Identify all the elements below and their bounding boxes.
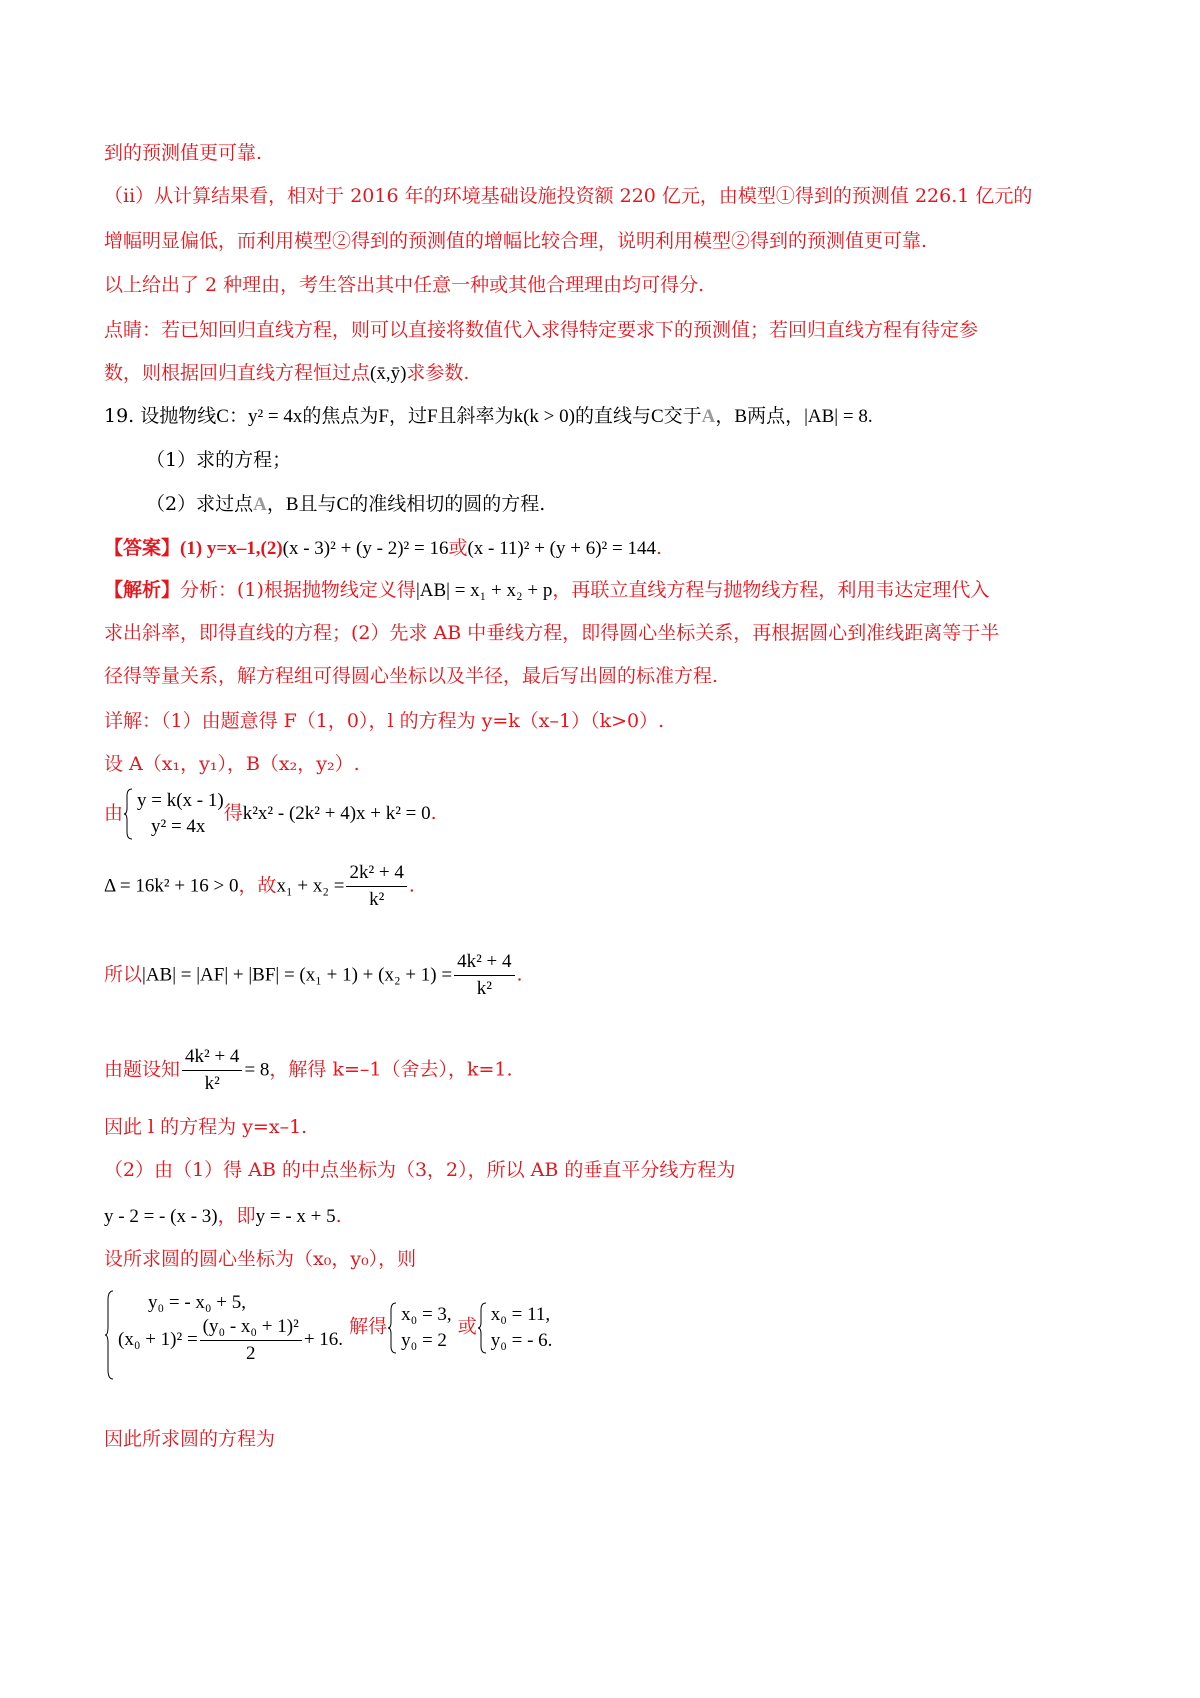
text-line: 点睛：若已知回归直线方程，则可以直接将数值代入求得特定要求下的预测值；若回归直线方程有待定参 — [104, 319, 979, 341]
fraction — [346, 862, 406, 911]
math-expression: F — [426, 406, 438, 427]
math-expression: x₁ + x₂ = — [276, 875, 345, 897]
fraction-numerator: (y₀ - x₀ + 1)² — [200, 1316, 302, 1341]
equation-row: y = k(x - 1) — [137, 790, 224, 811]
math-expression: B — [285, 494, 299, 515]
detail-line — [104, 1290, 1110, 1365]
text-segment: . — [335, 1205, 342, 1227]
math-expression: B — [734, 406, 748, 427]
text-segment: （2）求过点 — [146, 493, 254, 515]
math-expression: (x₀ + 1)² = — [118, 1328, 198, 1350]
text-segment: 由题设知 — [104, 1058, 181, 1081]
math-expression: (x - 3)² + (y - 2)² = 16 — [282, 538, 449, 559]
math-expression: C — [650, 406, 664, 427]
math-expression: = 8 — [244, 1059, 270, 1081]
equation-row: x₀ = 3, — [401, 1303, 452, 1325]
text-segment: . — [408, 874, 415, 897]
text-segment: ，解得 k=–1（舍去），k=1. — [269, 1058, 513, 1081]
math-expression: A — [253, 494, 267, 515]
math-expression: |AB| = 8. — [804, 406, 873, 427]
detail-line: 因此 l 的方程为 y=x–1. — [104, 1116, 308, 1138]
text-segment: 解得 — [349, 1315, 388, 1338]
solution-system — [387, 1302, 452, 1354]
text-segment: 或 — [448, 537, 468, 559]
text-segment: ，过 — [388, 405, 427, 427]
math-expression: (1) y=x–1,(2) — [180, 538, 283, 559]
math-expression: y = - x + 5 — [255, 1206, 336, 1227]
text-segment: 的直线与 — [574, 405, 651, 427]
detail-line: 设所求圆的圆心坐标为（x₀，y₀），则 — [104, 1248, 417, 1270]
fraction-denominator: k² — [204, 1073, 220, 1094]
text-segment: 求参数. — [406, 362, 470, 384]
brace-icon — [123, 788, 133, 840]
math-expression: C — [336, 494, 350, 515]
brace-icon — [477, 1302, 487, 1354]
detail-line — [104, 788, 1110, 840]
equation-row: y² = 4x — [151, 816, 206, 837]
question-number: 19. 设抛物线 — [104, 405, 217, 427]
solution-system — [477, 1302, 553, 1354]
fraction — [200, 1316, 302, 1365]
text-line: 径得等量关系，解方程组可得圆心坐标以及半径，最后写出圆的标准方程. — [104, 665, 719, 687]
fraction-denominator: k² — [476, 978, 492, 999]
math-expression: |AB| = |AF| + |BF| = (x₁ + 1) + (x₂ + 1) = — [142, 964, 453, 986]
detail-line — [104, 951, 1110, 1000]
math-expression: (x̄,ȳ) — [370, 363, 407, 384]
detail-line: （2）由（1）得 AB 的中点坐标为（3，2），所以 AB 的垂直平分线方程为 — [104, 1159, 736, 1181]
fraction-denominator: k² — [369, 889, 385, 910]
brace-icon — [387, 1302, 397, 1354]
equation-system — [123, 788, 224, 840]
text-segment: 由 — [104, 802, 124, 824]
text-segment: 数，则根据回归直线方程恒过点 — [104, 362, 371, 384]
detail-line: 因此所求圆的方程为 — [104, 1428, 276, 1450]
math-expression: k(k > 0) — [513, 406, 575, 427]
text-segment: 的焦点为 — [302, 405, 379, 427]
equation-row: x₀ = 11, — [490, 1303, 551, 1325]
answer-line — [104, 534, 1110, 563]
text-segment: . — [516, 963, 523, 986]
text-line: 求出斜率，即得直线的方程；(2）先求 AB 中垂线方程，即得圆心坐标关系，再根据圆心到准线距离等于半 — [104, 622, 1000, 644]
fraction-denominator: 2 — [245, 1343, 256, 1364]
fraction-numerator: 4k² + 4 — [454, 951, 514, 976]
fraction-numerator: 2k² + 4 — [346, 862, 406, 887]
text-segment: 的准线相切的圆的方程. — [349, 493, 546, 515]
math-expression: |AB| = x₁ + x₂ + p — [415, 580, 553, 601]
equation-system — [104, 1290, 343, 1365]
text-segment: 所以 — [104, 963, 143, 986]
math-expression: C：y² = 4x — [216, 406, 303, 427]
text-segment: 且与 — [298, 493, 337, 515]
detail-line: 设 A（x₁，y₁），B（x₂，y₂）. — [104, 753, 360, 775]
math-expression: A — [701, 406, 716, 427]
text-line: 到的预测值更可靠. — [104, 142, 263, 164]
text-segment: ，即 — [217, 1205, 256, 1227]
text-segment: 分析：(1)根据抛物线定义得 — [180, 579, 416, 601]
equation-row: y₀ = - x₀ + 5, — [148, 1292, 247, 1313]
analysis-line — [104, 576, 1110, 605]
equation-row: y₀ = 2 — [401, 1329, 447, 1351]
math-expression: + 16. — [303, 1328, 344, 1350]
text-line: （ii）从计算结果看，相对于 2016 年的环境基础设施投资额 220 亿元，由模型①得到的预测值 226.1 亿元的 — [104, 185, 1033, 207]
answer-tag: 【答案】 — [104, 537, 181, 559]
text-segment: ， — [715, 405, 735, 427]
math-expression: Δ = 16k² + 16 > 0 — [104, 875, 239, 897]
analysis-tag: 【解析】 — [104, 579, 181, 601]
math-expression: (x - 11)² + (y + 6)² = 144 — [467, 538, 656, 559]
text-segment: ，再联立直线方程与抛物线方程，利用韦达定理代入 — [552, 579, 990, 601]
text-segment: ，故 — [238, 874, 277, 897]
text-segment: 且斜率为 — [437, 405, 514, 427]
math-expression: k²x² - (2k² + 4)x + k² = 0 — [242, 803, 431, 824]
sub-question-1: （1）求的方程； — [146, 449, 292, 471]
fraction — [182, 1046, 242, 1095]
detail-line — [104, 1202, 1110, 1231]
text-segment: 两点， — [747, 405, 805, 427]
detail-line: 详解：（1）由题意得 F（1，0），l 的方程为 y=k（x–1）（k>0）. — [104, 710, 665, 732]
brace-icon — [104, 1290, 114, 1380]
math-expression: F — [378, 406, 389, 427]
text-segment: 得 — [223, 802, 243, 824]
question-19 — [104, 402, 1110, 431]
fraction — [454, 951, 514, 1000]
equation-row: y₀ = - 6. — [490, 1329, 553, 1351]
text-segment: ， — [266, 493, 286, 515]
text-line — [104, 359, 1110, 388]
text-segment: 或 — [457, 1315, 477, 1338]
text-line: 增幅明显偏低，而利用模型②得到的预测值的增幅比较合理，说明利用模型②得到的预测值更可靠. — [104, 230, 928, 252]
text-segment: 交于 — [663, 405, 702, 427]
detail-line — [104, 1046, 1110, 1095]
sub-question-2 — [146, 490, 1110, 519]
math-expression: y - 2 = - (x - 3) — [104, 1206, 218, 1227]
detail-line — [104, 862, 1110, 911]
text-segment: . — [655, 537, 662, 559]
text-segment: . — [430, 802, 437, 824]
fraction-numerator: 4k² + 4 — [182, 1046, 242, 1071]
text-line: 以上给出了 2 种理由，考生答出其中任意一种或其他合理理由均可得分. — [104, 274, 705, 296]
